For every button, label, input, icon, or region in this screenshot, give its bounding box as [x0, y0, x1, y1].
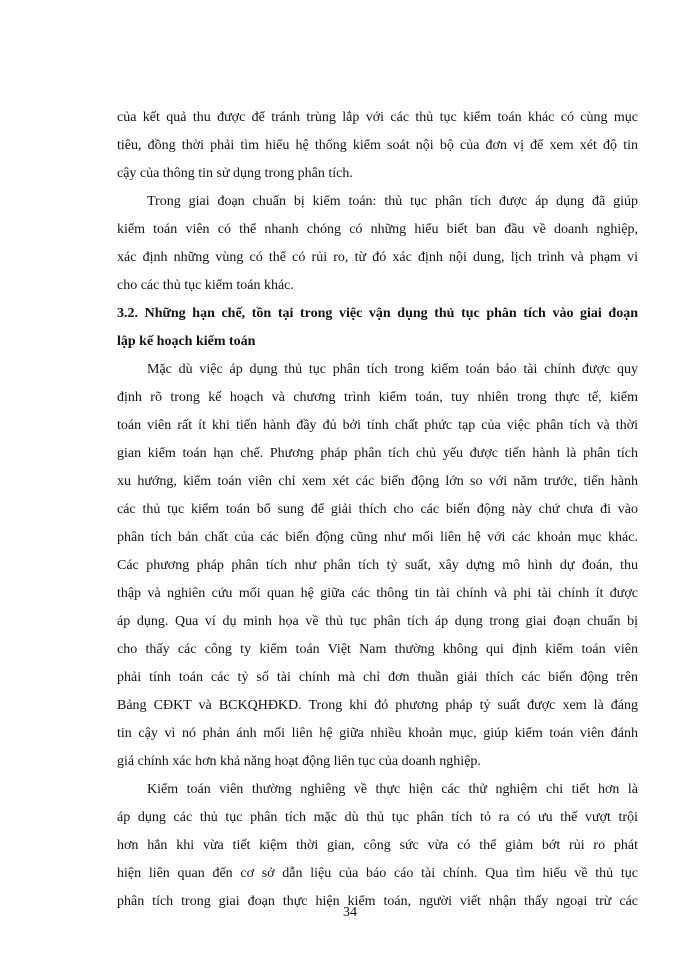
paragraph-line: hiện liên quan đến cơ sở dẫn liệu của báo cáo tài chính. Qua tìm hiểu về thủ tục — [117, 866, 638, 881]
paragraph-line: của kết quả thu được để tránh trùng lắp với các thủ tục kiểm toán khác có cùng mục — [117, 110, 638, 125]
paragraph-line: cho các thủ tục kiểm toán khác. — [117, 278, 294, 293]
paragraph-line: giá chính xác hơn khả năng hoạt động liên tục của doanh nghiệp. — [117, 754, 481, 769]
paragraph-line: toán viên rất ít khi tiến hành đầy đủ bởi tính chất phức tạp của việc phân tích và thời — [117, 418, 638, 433]
page-number: 34 — [343, 905, 357, 920]
paragraph-line: Các phương pháp phân tích như phân tích tỷ suất, xây dựng mô hình dự đoán, thu — [117, 558, 638, 573]
paragraph-line: Bảng CĐKT và BCKQHĐKD. Trong khi đó phương pháp tỷ suất được xem là đáng — [117, 698, 638, 713]
paragraph-line: Trong giai đoạn chuẩn bị kiểm toán: thủ tục phân tích được áp dụng đã giúp — [147, 194, 638, 209]
paragraph-line: hơn hẳn khi vừa tiết kiệm thời gian, công sức vừa có thể giảm bớt rủi ro phát — [117, 838, 638, 853]
paragraph-line: cậy của thông tin sử dụng trong phân tích. — [117, 166, 353, 181]
paragraph-line: tin cậy vì nó phản ánh mối liên hệ giữa nhiều khoản mục, giúp kiểm toán viên đánh — [117, 726, 638, 741]
paragraph-line: tiêu, đồng thời phải tìm hiểu hệ thống kiểm soát nội bộ của đơn vị để xem xét độ tin — [117, 138, 638, 153]
paragraph-line: thập và nghiên cứu mối quan hệ giữa các thông tin tài chính và phi tài chính ít được — [117, 586, 638, 601]
paragraph-line: định rõ trong kế hoạch và chương trình kiểm toán, tuy nhiên trong thực tế, kiểm — [117, 390, 638, 405]
paragraph-line: áp dụng các thủ tục phân tích mặc dù thủ tục phân tích tỏ ra có ưu thế vượt trội — [117, 810, 638, 825]
paragraph-line: cho thấy các công ty kiểm toán Việt Nam thường không qui định kiểm toán viên — [117, 642, 638, 657]
paragraph-line: xu hướng, kiểm toán viên chỉ xem xét các biến động lớn so với năm trước, tiến hành — [117, 474, 638, 489]
paragraph-line: áp dụng. Qua ví dụ minh họa về thủ tục phân tích áp dụng trong giai đoạn chuẩn bị — [117, 614, 638, 629]
paragraph-line: phải tính toán các tỷ số tài chính mà chỉ đơn thuần giải thích các biến động trên — [117, 670, 638, 685]
paragraph-line: các thủ tục kiểm toán bổ sung để giải thích cho các biến động này chứ chưa đi vào — [117, 502, 638, 517]
paragraph-line: Kiểm toán viên thường nghiêng về thực hiện các thử nghiệm chi tiết hơn là — [147, 782, 638, 797]
paragraph-line: xác định những vùng có thể có rủi ro, từ đó xác định nội dung, lịch trình và phạm vi — [117, 250, 638, 265]
section-heading-line: lập kế hoạch kiểm toán — [117, 334, 256, 349]
paragraph-line: kiểm toán viên có thể nhanh chóng có những hiểu biết ban đầu về doanh nghiệp, — [117, 222, 638, 237]
paragraph-line: Mặc dù việc áp dụng thủ tục phân tích trong kiểm toán báo tài chính được quy — [147, 362, 638, 377]
paragraph-line: phân tích trong giai đoạn thực hiện kiểm toán, người viết nhận thấy ngoại trừ các — [117, 894, 638, 909]
section-heading-line: 3.2. Những hạn chế, tồn tại trong việc vận dụng thủ tục phân tích vào giai đoạn — [117, 306, 638, 321]
paragraph-line: phân tích bản chất của các biến động cũng như mối liên hệ với các khoản mục khác. — [117, 530, 638, 545]
paragraph-line: gian kiểm toán hạn chế. Phương pháp phân tích chủ yếu được tiến hành là phân tích — [117, 446, 638, 461]
